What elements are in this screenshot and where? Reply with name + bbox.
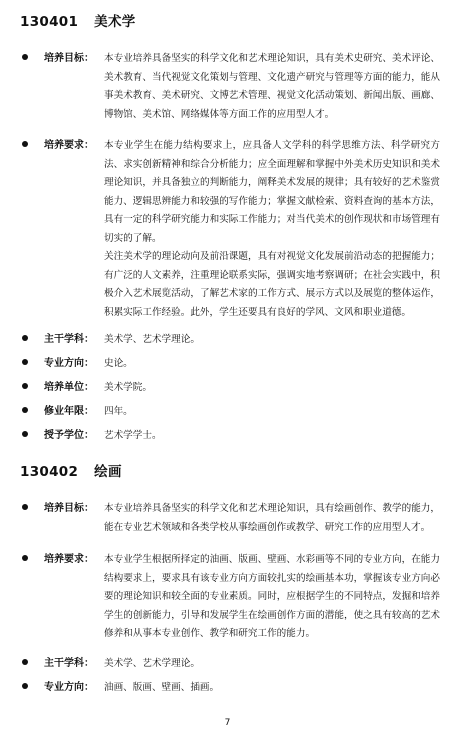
field-study-length [22, 403, 440, 422]
section-title: 美术学 [94, 14, 136, 30]
bullet-icon [22, 683, 28, 689]
page-number: 7 [224, 718, 231, 728]
paragraph: 关注美术学的理论动向及前沿课题，具有对视觉文化发展前沿动态的把握能力；有广泛的人文素养，注重理论联系实际，强调实地考察调研；在社会实践中，积极介入艺术展览活动，了解艺术家的工作方式、展示方式以及展览的整体运作，积累实际工作经验。此外，学生还要具有良好的学风、文风和职业道德。 [104, 251, 440, 318]
bullet-icon [22, 504, 28, 510]
field-text: 油画、版画、壁画、插画。 [104, 682, 220, 693]
field-label: 专业方向： [44, 358, 94, 369]
field-text: 美术学、艺术学理论。 [104, 334, 200, 345]
field-label: 专业方向： [44, 682, 94, 693]
field-training-goal [22, 500, 440, 537]
bullet-icon [22, 359, 28, 365]
field-training-requirements [22, 137, 440, 322]
field-label: 修业年限： [44, 406, 94, 417]
field-training-goal [22, 50, 440, 124]
bullet-icon [22, 407, 28, 413]
field-text: 本专业学生根据所择定的油画、版画、壁画、水彩画等不同的专业方向，在能力结构要求上，要求具有该专业方向方面较扎实的绘画基本功，掌握该专业方向必要的理论知识和较全面的专业素质。同时，应根据学生的不同特点，发掘和培养学生的创新能力，引导和发展学生在绘画创作方面的潜能，使之具有较高的艺术修养和从事本专业创作、教学和研究工作的能力。 [104, 554, 440, 639]
bullet-icon [22, 54, 28, 60]
field-major-direction [22, 355, 440, 374]
field-text: 艺术学学士。 [104, 430, 162, 441]
paragraph: 本专业学生在能力结构要求上，应具备人文学科的科学思维方法、科学研究方法、求实创新精神和综合分析能力；应全面理解和掌握中外美术历史知识和美术理论知识，并具备独立的判断能力，阐释美术发展的规律；具有较好的艺术鉴赏能力、逻辑思辨能力和较强的写作能力；掌握文献检索、资料查询的基本方法，具有一定的科学研究能力和实际工作能力；对当代美术的创作现状和市场管理有切实的了解。 [104, 140, 440, 244]
field-text: 美术学、艺术学理论。 [104, 658, 200, 669]
bullet-icon [22, 335, 28, 341]
section-heading-130401 [20, 10, 136, 30]
section-code: 130401 [20, 14, 79, 30]
field-text: 本专业培养具备坚实的科学文化和艺术理论知识，具有美术史研究、美术评论、美术教育、当代视觉文化策划与管理、文化遗产研究与管理等方面的能力，能从事美术教育、美术研究、文博艺术管理、视觉文化活动策划、新闻出版、画廊、博物馆、美术馆、网络媒体等方面工作的应用型人才。 [104, 53, 440, 120]
field-label: 培养要求： [44, 140, 94, 151]
field-label: 培养要求： [44, 554, 94, 565]
section-code: 130402 [20, 464, 79, 480]
field-text: 本专业培养具备坚实的科学文化和艺术理论知识，具有绘画创作、教学的能力，能在专业艺术领域和各类学校从事绘画创作或教学、研究工作的应用型人才。 [104, 503, 440, 533]
bullet-icon [22, 383, 28, 389]
field-text: 美术学院。 [104, 382, 152, 393]
field-training-requirements [22, 551, 440, 644]
section-title: 绘画 [94, 464, 122, 480]
field-text [104, 137, 440, 322]
field-text: 史论。 [104, 358, 133, 369]
field-label: 培养目标： [44, 503, 94, 514]
bullet-icon [22, 659, 28, 665]
field-label: 主干学科： [44, 334, 94, 345]
field-label: 培养目标： [44, 53, 94, 64]
bullet-icon [22, 555, 28, 561]
field-degree [22, 427, 440, 446]
field-major-direction [22, 679, 440, 698]
field-main-discipline [22, 655, 440, 674]
field-label: 培养单位： [44, 382, 94, 393]
field-label: 主干学科： [44, 658, 94, 669]
field-text: 四年。 [104, 406, 133, 417]
field-main-discipline [22, 331, 440, 350]
bullet-icon [22, 431, 28, 437]
bullet-icon [22, 141, 28, 147]
field-label: 授予学位： [44, 430, 94, 441]
section-heading-130402 [20, 460, 122, 480]
field-training-unit [22, 379, 440, 398]
